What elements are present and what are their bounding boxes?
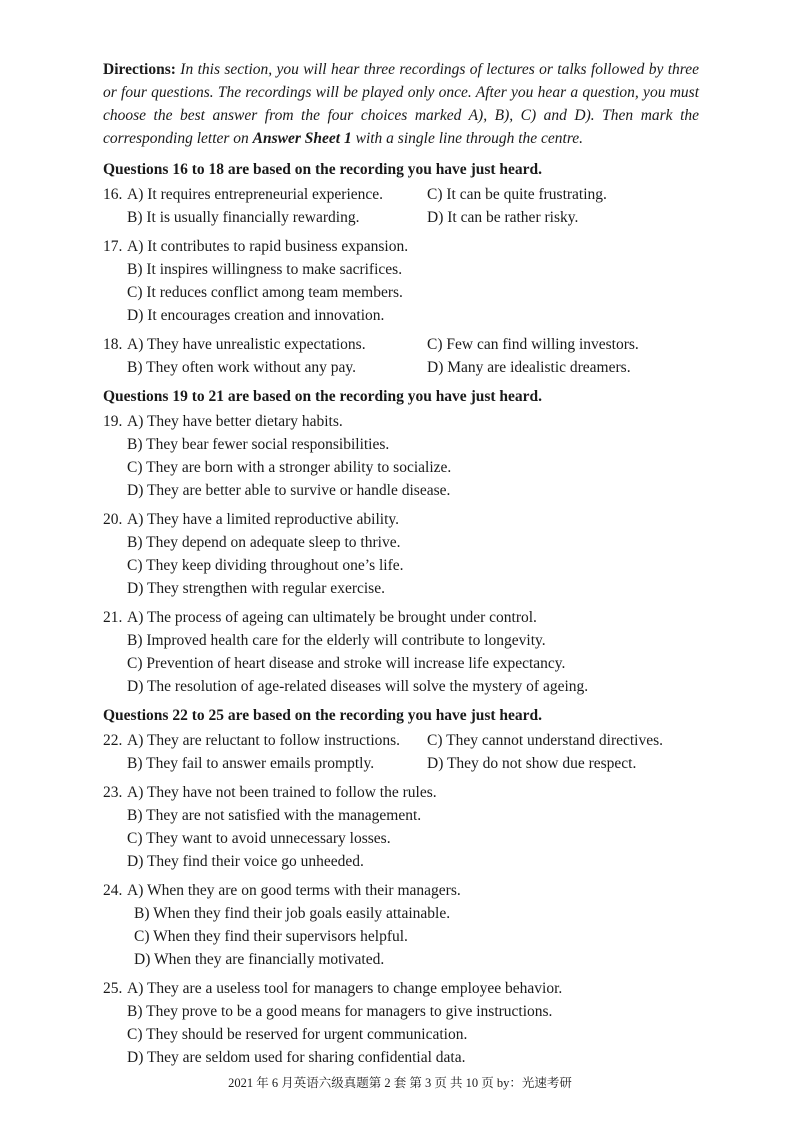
option-b[interactable]: B) They often work without any pay. [127,359,357,376]
question-number: 21. [103,609,123,626]
option-d[interactable]: D) They are better able to survive or handle disease. [127,482,451,499]
option-b[interactable]: B) They prove to be a good means for managers to give instructions. [127,1003,553,1020]
option-a[interactable]: A) They are a useless tool for managers to change employee behavior. [127,980,563,997]
option-c[interactable]: C) It reduces conflict among team members. [127,284,403,301]
option-d[interactable]: D) Many are idealistic dreamers. [427,359,631,376]
answer-sheet-ref: Answer Sheet 1 [252,130,352,147]
option-c[interactable]: C) It can be quite frustrating. [427,186,607,203]
option-a[interactable]: A) They have not been trained to follow the rules. [127,784,437,801]
question-number: 17. [103,238,123,255]
question-25 [103,977,699,1069]
directions-paragraph [103,58,699,150]
option-a[interactable]: A) They have better dietary habits. [127,413,343,430]
option-a[interactable]: A) When they are on good terms with their managers. [127,882,461,899]
option-b[interactable]: B) Improved health care for the elderly will contribute to longevity. [127,632,546,649]
option-b[interactable]: B) They fail to answer emails promptly. [127,755,375,772]
option-a[interactable]: A) It requires entrepreneurial experience. [127,186,384,203]
option-a[interactable]: A) The process of ageing can ultimately be brought under control. [127,609,537,626]
option-c[interactable]: C) They keep dividing throughout one’s life. [127,557,404,574]
question-24 [103,879,699,971]
question-number: 24. [103,882,123,899]
option-c[interactable]: C) They want to avoid unnecessary losses. [127,830,391,847]
option-c[interactable]: C) When they find their supervisors helpful. [134,928,408,945]
option-d[interactable]: D) It can be rather risky. [427,209,579,226]
directions-label: Directions: [103,61,176,78]
option-a[interactable]: A) They have a limited reproductive ability. [127,511,400,528]
option-d[interactable]: D) When they are financially motivated. [134,951,385,968]
question-20 [103,508,699,600]
option-d[interactable]: D) They do not show due respect. [427,755,637,772]
question-number: 18. [103,336,123,353]
question-number: 23. [103,784,123,801]
question-number: 20. [103,511,123,528]
option-b[interactable]: B) When they find their job goals easily attainable. [134,905,451,922]
question-number: 25. [103,980,123,997]
group-heading-22-25: Questions 22 to 25 are based on the recording you have just heard. [103,707,543,724]
question-22 [103,729,699,775]
question-17 [103,235,699,327]
question-16 [103,183,699,229]
option-d[interactable]: D) The resolution of age-related diseases will solve the mystery of ageing. [127,678,589,695]
question-number: 16. [103,186,123,203]
directions-text-end: with a single line through the centre. [351,130,584,147]
option-b[interactable]: B) They are not satisfied with the management. [127,807,422,824]
question-21 [103,606,699,698]
option-a[interactable]: A) They have unrealistic expectations. [127,336,366,353]
option-d[interactable]: D) It encourages creation and innovation. [127,307,385,324]
question-19 [103,410,699,502]
option-c[interactable]: C) They should be reserved for urgent communication. [127,1026,468,1043]
option-b[interactable]: B) It is usually financially rewarding. [127,209,360,226]
exam-page [103,58,699,1075]
question-number: 19. [103,413,123,430]
option-d[interactable]: D) They find their voice go unheeded. [127,853,364,870]
directions-text: In this section, you will hear three recordings of lectures or talks followed by three or four questions. The recordings will be played only once. After you hear a question, you must choose the best answer from the four choices marked A), B), C) and D). Then mark the corresponding letter on [103,61,699,147]
option-d[interactable]: D) They are seldom used for sharing confidential data. [127,1049,466,1066]
option-b[interactable]: B) It inspires willingness to make sacrifices. [127,261,403,278]
option-c[interactable]: C) They are born with a stronger ability to socialize. [127,459,452,476]
question-23 [103,781,699,873]
option-a[interactable]: A) They are reluctant to follow instructions. [127,732,401,749]
option-c[interactable]: C) Few can find willing investors. [427,336,639,353]
question-number: 22. [103,732,123,749]
option-c[interactable]: C) Prevention of heart disease and stroke will increase life expectancy. [127,655,566,672]
group-heading-16-18: Questions 16 to 18 are based on the recording you have just heard. [103,161,543,178]
option-c[interactable]: C) They cannot understand directives. [427,732,664,749]
option-b[interactable]: B) They depend on adequate sleep to thrive. [127,534,401,551]
group-heading-19-21: Questions 19 to 21 are based on the recording you have just heard. [103,388,543,405]
option-a[interactable]: A) It contributes to rapid business expansion. [127,238,409,255]
option-b[interactable]: B) They bear fewer social responsibilities. [127,436,390,453]
option-d[interactable]: D) They strengthen with regular exercise. [127,580,385,597]
question-18 [103,333,699,379]
page-footer: 2021 年 6 月英语六级真题第 2 套 第 3 页 共 10 页 by：光速考研 [228,1076,572,1090]
